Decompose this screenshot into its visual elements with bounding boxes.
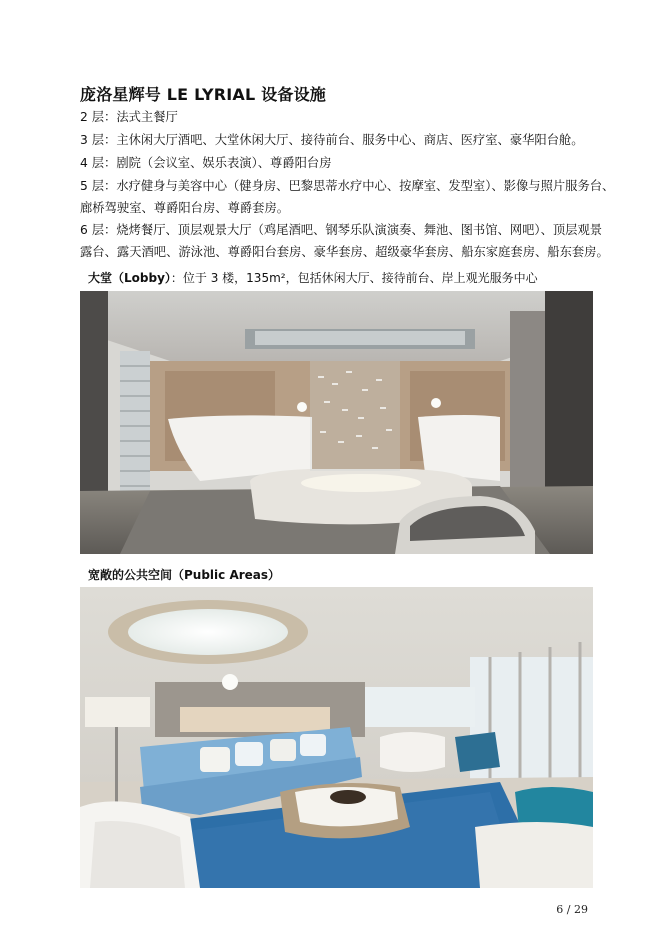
lobby-caption-detail: ：位于 3 楼，135m²，包括休闲大厅、接待前台、岸上观光服务中心 [170, 271, 538, 285]
floor-line-6-cont: 露台、露天酒吧、游泳池、尊爵阳台套房、豪华套房、超级豪华套房、船东家庭套房、船东套房。 [80, 245, 609, 259]
lobby-caption-heading: 大堂（Lobby） [88, 271, 171, 285]
floor-line-6: 6 层：烧烤餐厅、顶层观景大厅（鸡尾酒吧、钢琴乐队演演奏、舞池、图书馆、网吧）、顶层观景 [80, 223, 603, 237]
floor-line-5: 5 层：水疗健身与美容中心（健身房、巴黎思蒂水疗中心、按摩室、发型室）、影像与照片服务台、 [80, 179, 615, 193]
public-areas-caption: 宽敞的公共空间（Public Areas） [88, 568, 281, 582]
page-number: 6 / 29 [556, 903, 588, 916]
page-title: 庞洛星辉号 LE LYRIAL 设备设施 [80, 85, 326, 104]
lobby-photo [80, 291, 593, 554]
floor-line-2: 2 层：法式主餐厅 [80, 110, 178, 124]
floor-line-4: 4 层：剧院（会议室、娱乐表演）、尊爵阳台房 [80, 156, 332, 170]
floor-line-5-cont: 廊桥驾驶室、尊爵阳台房、尊爵套房。 [80, 201, 290, 215]
lobby-caption [88, 269, 538, 286]
public-areas-photo [80, 587, 593, 888]
floor-line-3: 3 层：主休闲大厅酒吧、大堂休闲大厅、接待前台、服务中心、商店、医疗室、豪华阳台舱。 [80, 133, 584, 147]
